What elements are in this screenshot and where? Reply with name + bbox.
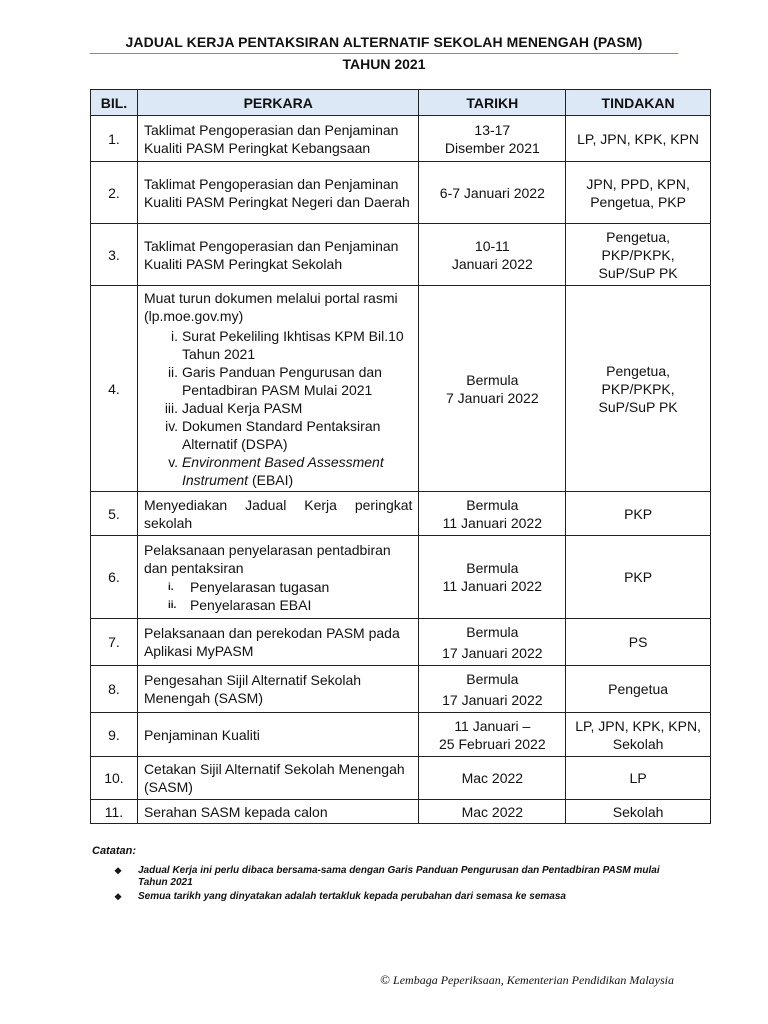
list-item [144,596,413,614]
list-item-italic: Environment Based Assessment Instrument [181,453,384,488]
table-row [91,224,711,286]
list-text: Penyelarasan EBAI [189,596,312,613]
tarikh-line: Bermula [466,670,519,687]
table-row [91,757,711,800]
tindakan-line: SuP/SuP PK [598,264,678,281]
cell-tindakan [566,286,711,492]
list-number: ii. [167,599,177,611]
tindakan-line: Pengetua, [606,362,671,379]
list-item [182,453,413,489]
cell-perkara: Taklimat Pengoperasian dan Penjaminan Kualiti PASM Peringkat Kebangsaan [137,116,419,162]
cell-tarikh: Mac 2022 [419,757,566,800]
perkara-text: Pelaksanaan penyelarasan pentadbiran dan pentaksiran [143,541,391,576]
list-text: Penyelarasan tugasan [189,578,330,595]
note-item [92,865,692,889]
cell-perkara: Taklimat Pengoperasian dan Penjaminan Kualiti PASM Peringkat Negeri dan Daerah [137,162,419,224]
cell-tindakan: Sekolah [566,800,711,824]
cell-perkara: Serahan SASM kepada calon [137,800,419,824]
cell-tarikh [419,286,566,492]
table-row [91,162,711,224]
cell-bil: 2. [91,162,138,224]
tindakan-line: PKP/PKPK, [601,380,675,397]
tarikh-line: Bermula [466,496,519,513]
tindakan-line: PKP/PKPK, [601,246,675,263]
cell-tindakan: PS [566,619,711,666]
note-text: Semua tarikh yang dinyatakan adalah tertakluk kepada perubahan dari semasa ke semasa [138,891,566,902]
cell-bil: 6. [91,536,138,619]
list-item: iv. Dokumen Standard Pentaksiran Alternatif (DSPA) [182,417,413,453]
cell-tindakan [566,224,711,286]
list-item [144,578,413,596]
cell-tindakan [566,713,711,757]
document-subtitle: TAHUN 2021 [342,56,426,72]
cell-perkara: Pelaksanaan dan perekodan PASM pada Aplikasi MyPASM [137,619,419,666]
cell-tindakan: PKP [566,536,711,619]
cell-bil: 7. [91,619,138,666]
tarikh-line: 11 Januari – [454,717,531,734]
cell-perkara [137,286,419,492]
tarikh-line: Januari 2022 [451,255,533,272]
tindakan-line: SuP/SuP PK [598,398,678,415]
column-header-tarikh: TARIKH [419,90,566,116]
cell-bil: 1. [91,116,138,162]
document-title: JADUAL KERJA PENTAKSIRAN ALTERNATIF SEKOLAH MENENGAH (PASM) [125,34,643,50]
cell-tarikh: 6-7 Januari 2022 [419,162,566,224]
cell-tarikh [419,536,566,619]
cell-tarikh [419,116,566,162]
cell-bil: 3. [91,224,138,286]
cell-perkara: Penjaminan Kualiti [137,713,419,757]
table-row [91,666,711,713]
table-row [91,116,711,162]
table-row [91,800,711,824]
cell-tindakan: LP [566,757,711,800]
note-item [92,891,692,903]
tarikh-line: 7 Januari 2022 [446,389,539,406]
note-text: Jadual Kerja ini perlu dibaca bersama-sama dengan Garis Panduan Pengurusan dan Pentadbiran PASM mulai Tahun 2021 [138,865,660,888]
tarikh-line: Bermula [466,560,519,576]
cell-tindakan: LP, JPN, KPK, KPN [566,116,711,162]
cell-bil: 9. [91,713,138,757]
cell-tindakan: Pengetua [566,666,711,713]
table-row [91,713,711,757]
list-item: i. Surat Pekeliling Ikhtisas KPM Bil.10 Tahun 2021 [182,327,413,363]
perkara-text: Muat turun dokumen melalui portal rasmi (lp.moe.gov.my) [143,289,398,324]
cell-bil: 4. [91,286,138,492]
list-number: i. [167,581,174,593]
tarikh-line: 25 Februari 2022 [439,735,546,752]
tarikh-line: Bermula [466,623,519,640]
table-row [91,492,711,536]
diamond-bullet-icon: ❖ [114,892,123,902]
copyright-footer [380,972,674,988]
cell-perkara: Menyediakan Jadual Kerja peringkat sekolah [137,492,419,536]
tarikh-line: 11 Januari 2022 [442,514,542,531]
cell-bil: 11. [91,800,138,824]
column-header-tindakan: TINDAKAN [566,90,711,116]
work-schedule-table [90,89,711,824]
cell-tarikh [419,619,566,666]
cell-tarikh: Mac 2022 [419,800,566,824]
tarikh-line: Bermula [466,371,519,388]
notes-section [92,845,692,905]
cell-tarikh [419,666,566,713]
cell-tindakan: PKP [566,492,711,536]
cell-perkara: Cetakan Sijil Alternatif Sekolah Menengah (SASM) [137,757,419,800]
tarikh-line: 10-11 [474,237,510,254]
coordination-list [144,578,413,614]
table-row [91,286,711,492]
tindakan-line: Pengetua, [606,228,671,245]
cell-bil: 10. [91,757,138,800]
column-header-perkara: PERKARA [137,90,419,116]
tarikh-line: Disember 2021 [444,139,540,156]
table-row [91,536,711,619]
table-row [91,619,711,666]
list-item-suffix: (EBAI) [248,471,294,488]
cell-perkara: Taklimat Pengoperasian dan Penjaminan Kualiti PASM Peringkat Sekolah [137,224,419,286]
tindakan-line: Pengetua, PKP [590,193,686,210]
tarikh-line: 13-17 [474,121,511,138]
document-list [144,327,413,489]
title-divider [90,53,678,54]
tarikh-line: 17 Januari 2022 [442,644,543,661]
copyright-icon: © [380,972,391,987]
list-item: iii. Jadual Kerja PASM [182,399,413,417]
cell-perkara: Pengesahan Sijil Alternatif Sekolah Menengah (SASM) [137,666,419,713]
tindakan-line: LP, JPN, KPK, KPN, [575,717,701,734]
list-item: ii. Garis Panduan Pengurusan dan Pentadbiran PASM Mulai 2021 [182,363,413,399]
cell-tarikh [419,224,566,286]
table-header-row [91,90,711,116]
tindakan-line: JPN, PPD, KPN, [586,175,690,192]
tindakan-line: Sekolah [612,735,664,752]
tarikh-line: 17 Januari 2022 [442,691,543,708]
cell-tarikh [419,713,566,757]
cell-bil: 5. [91,492,138,536]
notes-heading: Catatan: [92,845,137,857]
cell-tindakan [566,162,711,224]
cell-tarikh [419,492,566,536]
diamond-bullet-icon: ❖ [114,866,123,876]
tarikh-line: 11 Januari 2022 [442,578,542,594]
footer-text: Lembaga Peperiksaan, Kementerian Pendidikan Malaysia [390,973,674,987]
cell-bil: 8. [91,666,138,713]
cell-perkara [137,536,419,619]
column-header-bil: BIL. [91,90,138,116]
